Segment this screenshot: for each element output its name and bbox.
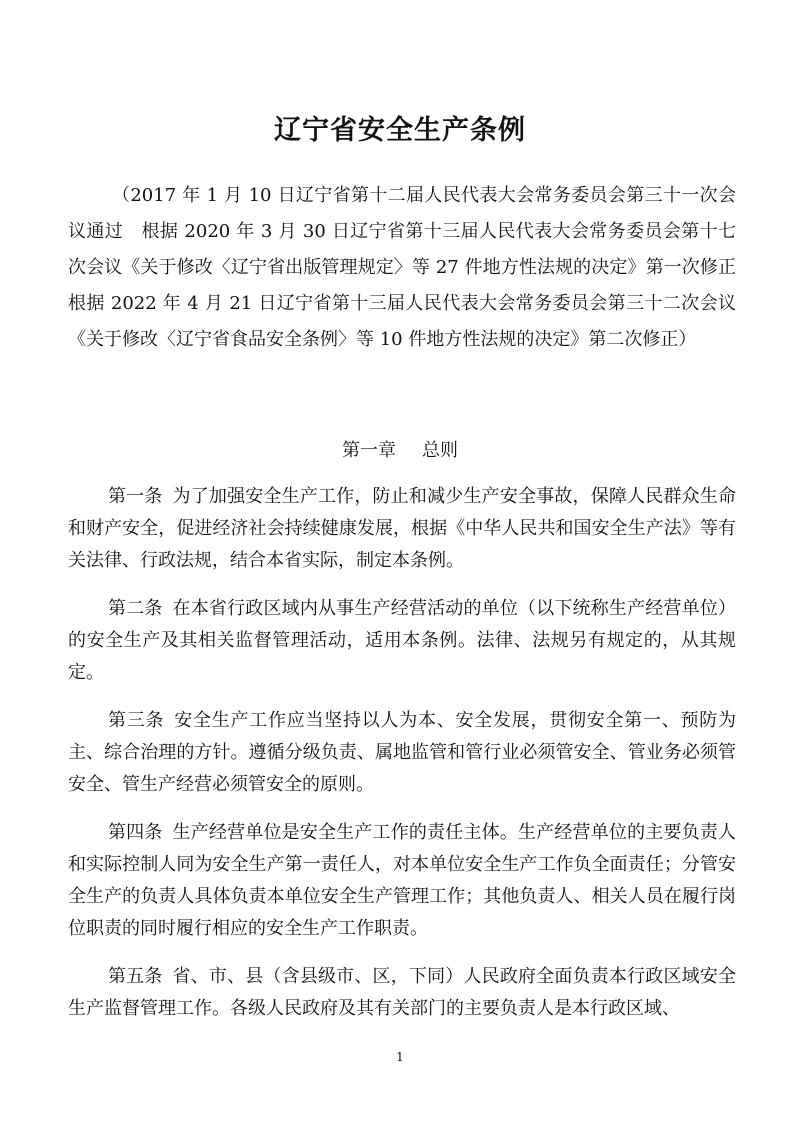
adoption-history-note: （2017 年 1 月 10 日辽宁省第十二届人民代表大会常务委员会第三十一次会议通过 根据 2020 年 3 月 30 日辽宁省第十三届人民代表大会常务委员会第十七次会议《关于修改〈辽宁省出版管理规定〉等 27 件地方性法规的决定》第一次修正 根据 2022 年 4 月 21 日辽宁省第十三届人民代表大会常务委员会第三十二次会议《关于修改〈辽宁省食品安全条例〉等 10 件地方性法规的决定》第二次修正） <box>68 185 754 350</box>
article-2 <box>68 593 736 689</box>
article-number: 第二条 <box>108 598 163 619</box>
article-4 <box>68 817 736 945</box>
page-number: 1 <box>396 1050 404 1064</box>
article-number: 第五条 <box>108 966 163 987</box>
article-5 <box>68 961 736 1025</box>
article-text: 为了加强安全生产工作，防止和减少生产安全事故，保障人民群众生命和财产安全，促进经济社会持续健康发展，根据《中华人民共和国安全生产法》等有关法律、行政法规，结合本省实际，制定本条例。 <box>68 486 736 571</box>
document-title: 辽宁省安全生产条例 <box>274 115 526 146</box>
article-number: 第四条 <box>108 822 163 843</box>
article-text: 安全生产工作应当坚持以人为本、安全发展，贯彻安全第一、预防为主、综合治理的方针。遵循分级负责、属地监管和管行业必须管安全、管业务必须管安全、管生产经营必须管安全的原则。 <box>68 710 736 795</box>
article-text: 省、市、县（含县级市、区，下同）人民政府全面负责本行政区域安全生产监督管理工作。各级人民政府及其有关部门的主要负责人是本行政区域、 <box>68 966 736 1019</box>
article-number: 第三条 <box>108 710 165 731</box>
chapter-heading <box>0 437 800 465</box>
chapter-number: 第一章 <box>342 440 396 461</box>
article-1 <box>68 481 736 577</box>
article-number: 第一条 <box>108 486 163 507</box>
article-text: 在本省行政区域内从事生产经营活动的单位（以下统称生产经营单位）的安全生产及其相关监督管理活动，适用本条例。法律、法规另有规定的，从其规定。 <box>68 598 736 683</box>
article-text: 生产经营单位是安全生产工作的责任主体。生产经营单位的主要负责人和实际控制人同为安全生产第一责任人，对本单位安全生产工作负全面责任；分管安全生产的负责人具体负责本单位安全生产管理工作；其他负责人、相关人员在履行岗位职责的同时履行相应的安全生产工作职责。 <box>68 822 736 939</box>
article-3 <box>68 705 736 801</box>
chapter-name: 总则 <box>422 440 458 461</box>
